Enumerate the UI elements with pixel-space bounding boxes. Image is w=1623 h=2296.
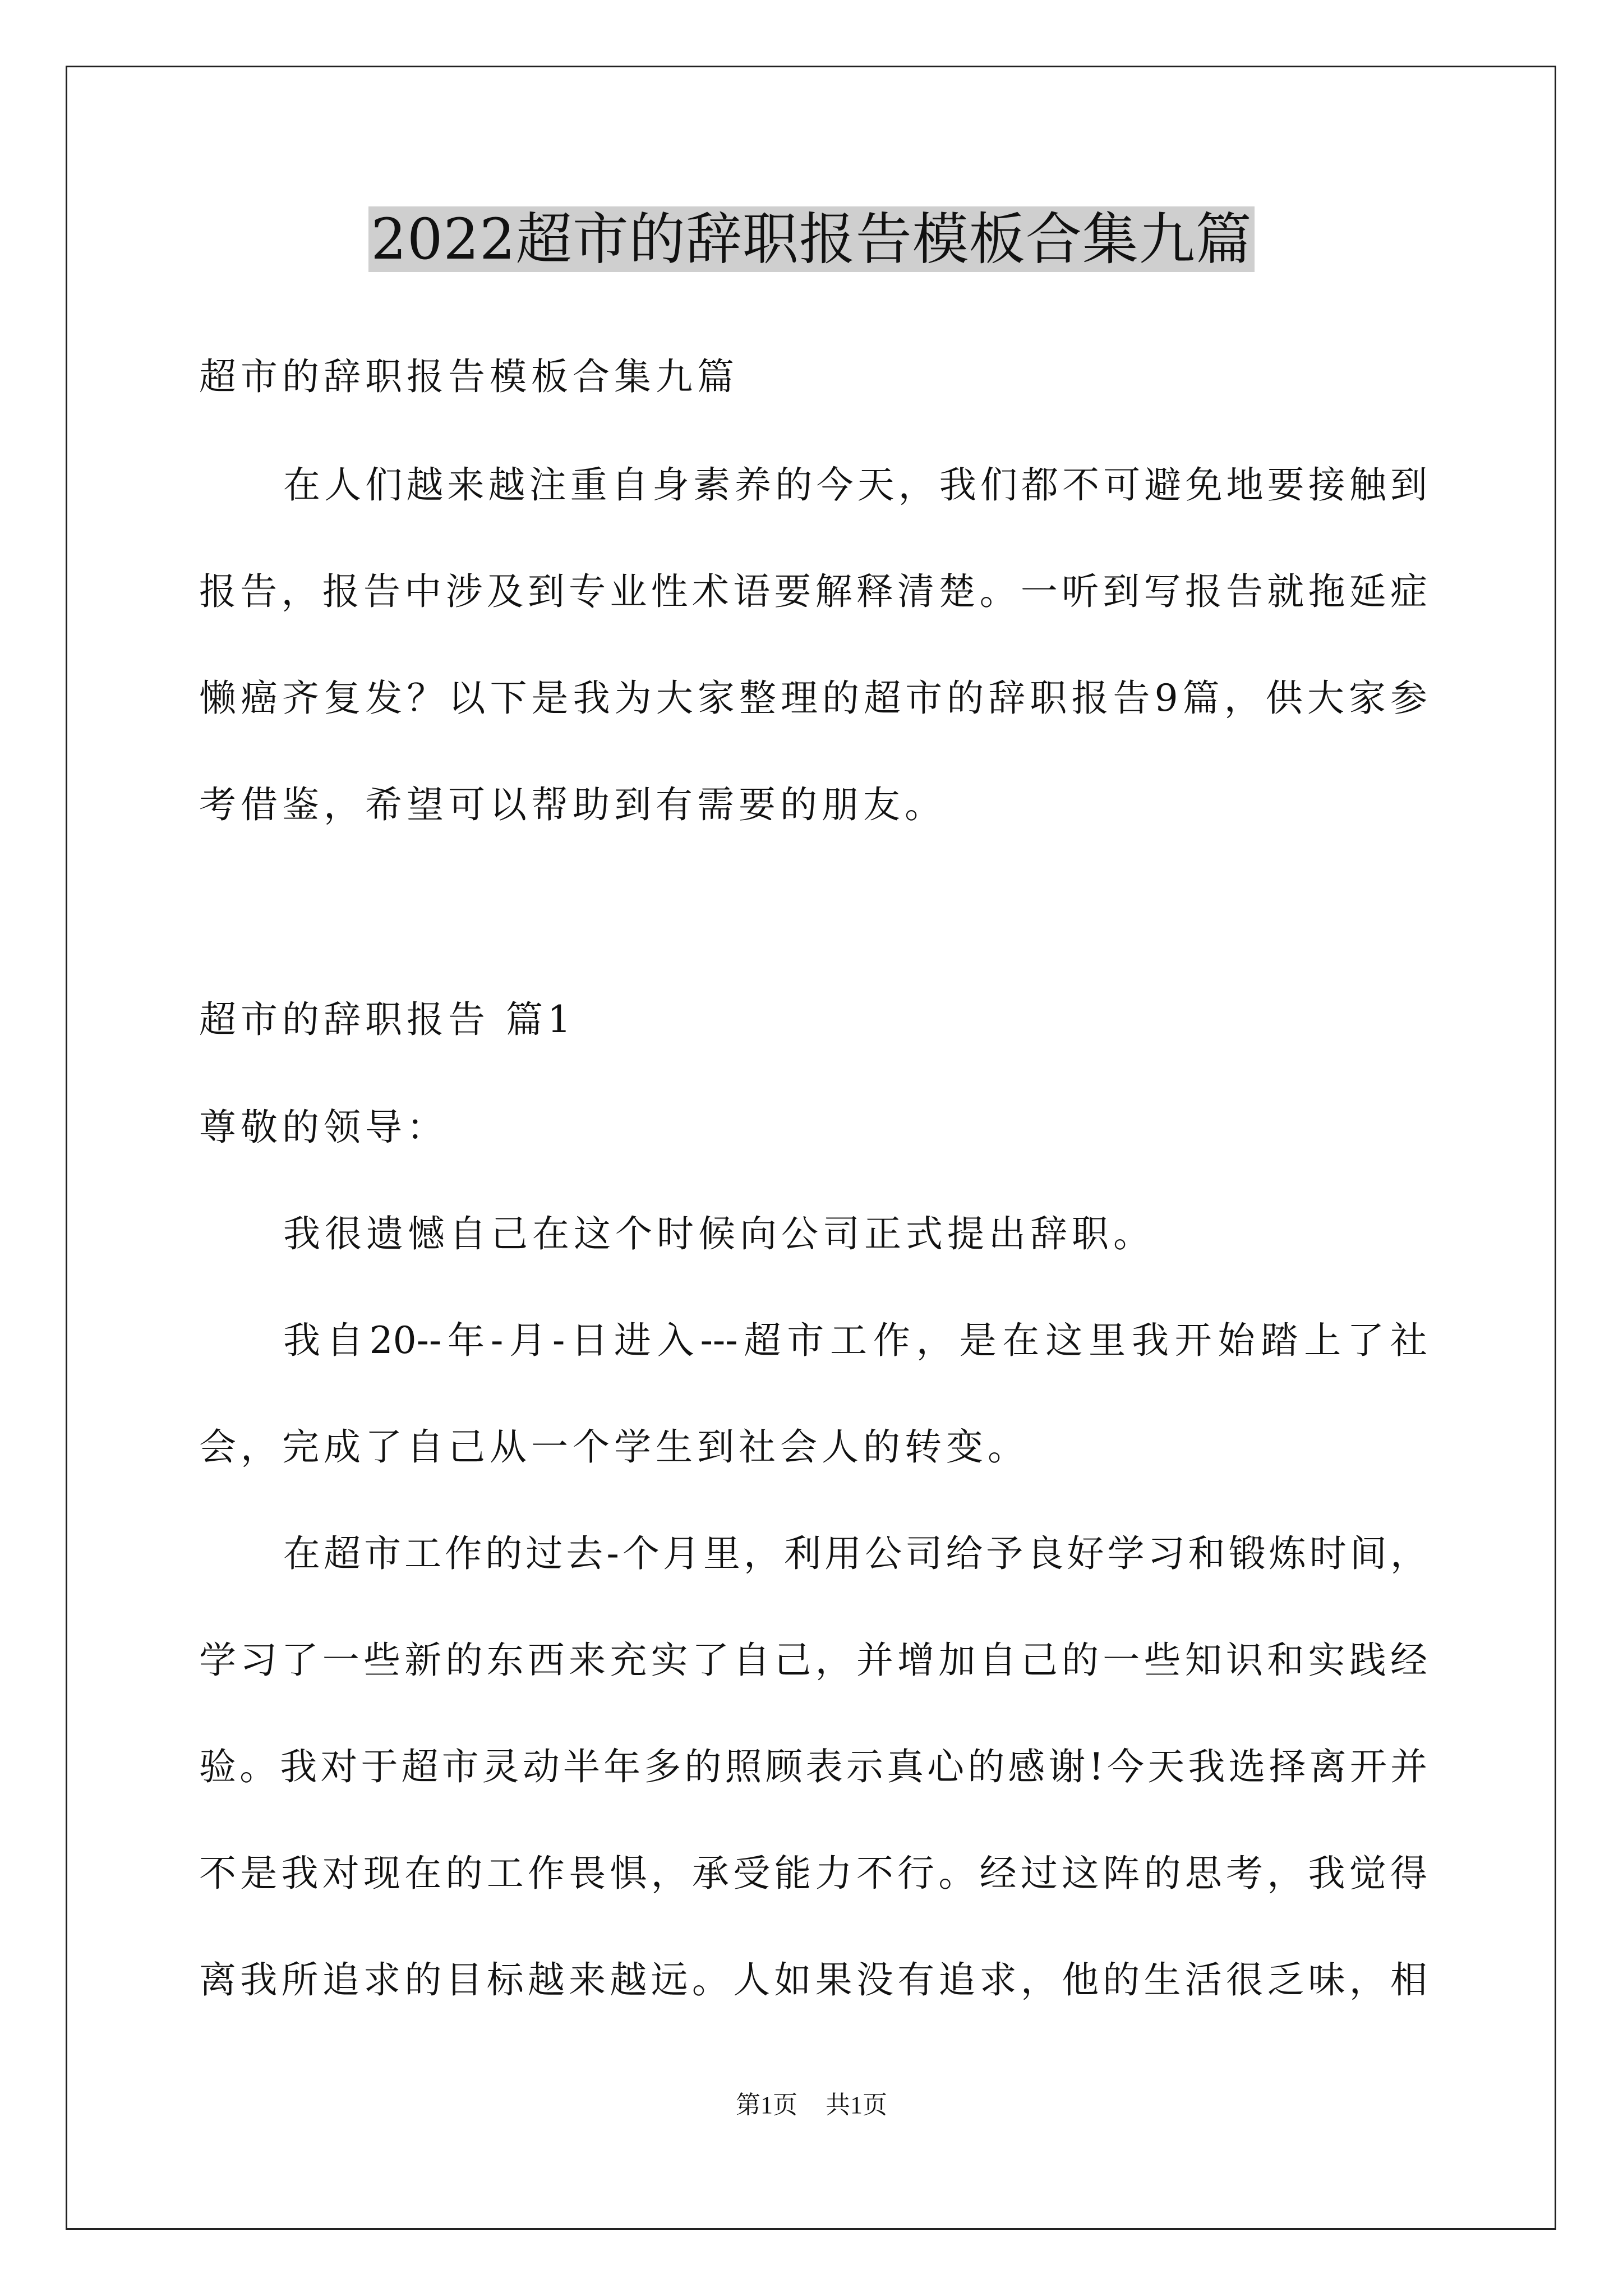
paragraph-3-line-2: 学习了一些新的东西来充实了自己，并增加自己的一些知识和实践经 xyxy=(199,1639,1427,1682)
document-title-text: 2022超市的辞职报告模板合集九篇 xyxy=(368,206,1255,272)
section-heading: 超市的辞职报告 篇1 xyxy=(199,998,575,1041)
salutation: 尊敬的领导： xyxy=(199,1106,448,1149)
page-number: 第1页 xyxy=(736,2091,797,2119)
intro-line-2: 报告，报告中涉及到专业性术语要解释清楚。一听到写报告就拖延症 xyxy=(199,570,1427,613)
paragraph-2-line-1: 我自20--年-月-日进入---超市工作，是在这里我开始踏上了社 xyxy=(283,1319,1427,1362)
paragraph-2-line-2: 会，完成了自己从一个学生到社会人的转变。 xyxy=(199,1425,1029,1469)
intro-line-3: 懒癌齐复发？以下是我为大家整理的超市的辞职报告9篇，供大家参 xyxy=(199,677,1427,720)
subtitle: 超市的辞职报告模板合集九篇 xyxy=(199,355,739,398)
paragraph-3-line-3: 验。我对于超市灵动半年多的照顾表示真心的感谢!今天我选择离开并 xyxy=(199,1745,1427,1788)
page-total: 共1页 xyxy=(826,2091,887,2119)
intro-line-4: 考借鉴，希望可以帮助到有需要的朋友。 xyxy=(199,783,946,826)
document-title xyxy=(0,203,1623,276)
paragraph-3-line-5: 离我所追求的目标越来越远。人如果没有追求，他的生活很乏味，相 xyxy=(199,1958,1427,2001)
intro-line-1: 在人们越来越注重自身素养的今天，我们都不可避免地要接触到 xyxy=(283,463,1427,507)
page-footer xyxy=(0,2088,1623,2122)
paragraph-3-line-4: 不是我对现在的工作畏惧，承受能力不行。经过这阵的思考，我觉得 xyxy=(199,1852,1427,1895)
paragraph-1-line-1: 我很遗憾自己在这个时候向公司正式提出辞职。 xyxy=(283,1212,1155,1255)
paragraph-3-line-1: 在超市工作的过去-个月里，利用公司给予良好学习和锻炼时间， xyxy=(283,1532,1427,1575)
